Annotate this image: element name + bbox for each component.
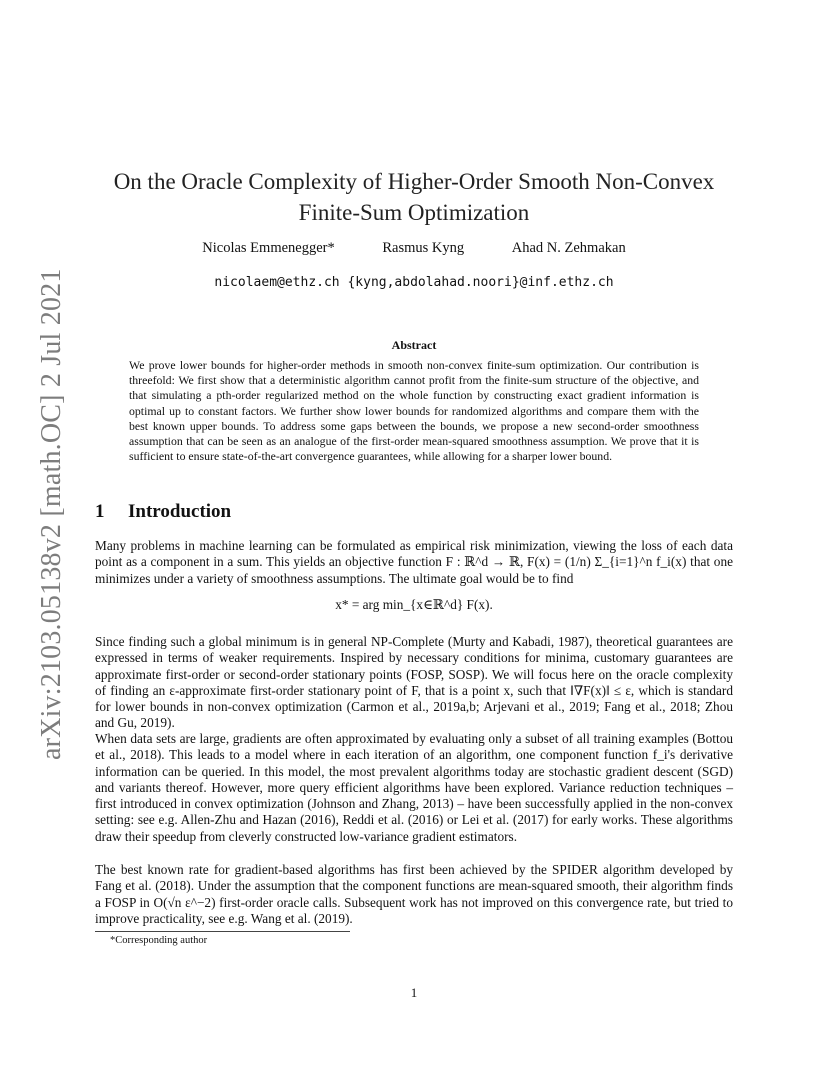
arxiv-stamp-text: arXiv:2103.05138v2 [math.OC] 2 Jul 2021 (36, 268, 67, 760)
author-2: Rasmus Kyng (382, 240, 465, 256)
author-emails: nicolaem@ethz.ch {kyng,abdolahad.noori}@inf.ethz.ch (214, 275, 614, 290)
section-title: Introduction (128, 501, 232, 522)
section-heading (95, 501, 231, 523)
footnote-divider (95, 931, 350, 932)
paragraph-3: When data sets are large, gradients are often approximated by evaluating only a subset of all training examples (Bottou et al., 2018). This leads to a model where in each iteration of an algorithm, one component function f_i's derivative information can be queried. In this model, the most prevalent algorithms today are stochastic gradient descent (SGD) and variants thereof. However, more query efficient algorithms have been explored. Variance reduction techniques – first introduced in convex optimization (Johnson and Zhang, 2013) – have been successfully applied in the non-convex setting: see e.g. Allen-Zhu and Hazan (2016), Reddi et al. (2016) or Lei et al. (2017) for early works. These algorithms draw their speedup from cleverly constructed low-variance gradient estimators. (95, 731, 733, 844)
paragraph-4: The best known rate for gradient-based algorithms has first been achieved by the SPIDER algorithm developed by Fang et al. (2018). Under the assumption that the component functions are mean-squared smooth, their algorithm finds a FOSP in O(√n ε^−2) first-order oracle calls. Subsequent work has not improved on this convergence rate, but tried to improve practicality, see e.g. Wang et al. (2019). (95, 862, 733, 926)
footnote: *Corresponding author (110, 935, 208, 946)
paragraph-1: Many problems in machine learning can be formulated as empirical risk minimization, viewing the loss of each data point as a component in a sum. This yields an objective function F : ℝ^d → ℝ, F(x) = (1/n) Σ_{i=1}^n f_i(x) that one minimizes under a variety of smoothness assumptions. The ultimate goal would be to find (95, 538, 733, 586)
paragraph-2: Since finding such a global minimum is in general NP-Complete (Murty and Kabadi, 1987), theoretical guarantees are expressed in terms of weaker requirements. Inspired by necessary conditions for minima, customary guarantees are approximate first-order or second-order stationary points (FOSP, SOSP). We will focus here on the oracle complexity of finding an ε-approximate first-order stationary point of F, that is a point x, such that ‖∇F(x)‖ ≤ ε, which is standard for lower bounds in non-convex optimization (Carmon et al., 2019a,b; Arjevani et al., 2019; Fang et al., 2018; Zhou and Gu, 2019). (95, 634, 733, 731)
section-number: 1 (95, 501, 105, 522)
title-line-1: On the Oracle Complexity of Higher-Order Smooth Non-Convex (113, 169, 715, 194)
display-equation: x* = arg min_{x∈ℝ^d} F(x). (335, 597, 493, 612)
abstract-heading: Abstract (391, 338, 437, 352)
author-1: Nicolas Emmenegger* (202, 240, 335, 256)
author-list (0, 240, 828, 257)
paper-title (0, 166, 828, 228)
page-number: 1 (410, 985, 418, 1000)
abstract-text: We prove lower bounds for higher-order methods in smooth non-convex finite-sum optimization. Our contribution is threefold: We first show that a deterministic algorithm cannot profit from the finite-sum structure of the objective, and that simulating a pth-order regularized method on the whole function by constructing exact gradient information is optimal up to constant factors. We further show lower bounds for randomized algorithms and compare them with the best known upper bounds. To address some gaps between the bounds, we propose a new second-order smoothness assumption that can be seen as an analogue of the first-order mean-squared smoothness assumption. We prove that it is sufficient to ensure state-of-the-art convergence guarantees, while allowing for a sharper lower bound. (129, 358, 699, 464)
author-3: Ahad N. Zehmakan (511, 240, 626, 256)
title-line-2: Finite-Sum Optimization (298, 200, 530, 225)
